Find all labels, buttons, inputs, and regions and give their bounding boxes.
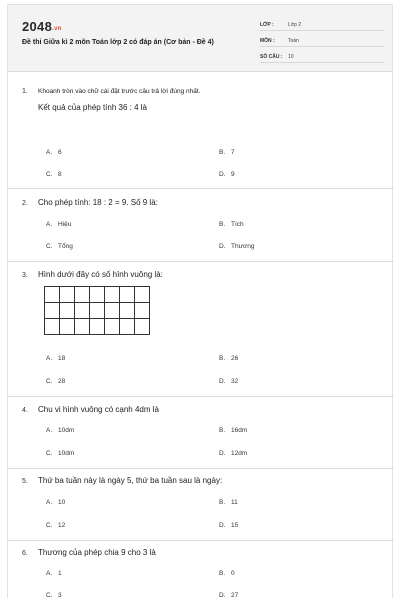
option-text: 12 [58,522,66,529]
question-4 [22,405,382,414]
option-label: D. [219,171,226,178]
option-text: 16dm [231,427,248,434]
option-text: Tích [231,221,244,228]
answer-option[interactable] [219,522,238,529]
option-text: Hiệu [58,221,72,228]
answer-option[interactable] [219,592,238,599]
option-label: D. [219,450,226,457]
option-label: A. [46,221,53,228]
answer-option[interactable] [219,378,238,385]
option-label: B. [219,355,226,362]
option-label: B. [219,499,226,506]
question-3 [22,270,382,279]
question-divider [8,540,394,541]
question-6 [22,548,382,557]
option-label: A. [46,427,53,434]
question-number: 4. [22,407,28,414]
option-text: 8 [58,171,62,178]
meta-count-row [260,51,384,63]
answer-option[interactable] [46,570,62,577]
answer-option[interactable] [46,149,62,156]
option-text: Thương [231,243,255,250]
question-subtext: Kết quả của phép tính 36 : 4 là [38,103,147,112]
option-text: 26 [231,355,239,362]
question-text: Khoanh tròn vào chữ cái đặt trước câu trả lời đúng nhất. [38,88,201,95]
answer-option[interactable] [46,221,71,228]
logo-tld: .vn [52,26,62,32]
answer-option[interactable] [46,427,74,434]
answer-option[interactable] [46,243,73,250]
answer-option[interactable] [219,171,235,178]
answer-option[interactable] [219,427,247,434]
exam-title: Đề thi Giữa kì 2 môn Toán lớp 2 có đáp án (Cơ bản - Đề 4) [22,39,214,46]
option-label: B. [219,570,226,577]
answer-option[interactable] [46,592,62,599]
question-text: Thứ ba tuần này là ngày 5, thứ ba tuần sau là ngày: [38,476,223,485]
question-divider [8,468,394,469]
option-label: C. [46,592,53,599]
question-number: 1. [22,88,28,95]
option-text: 27 [231,592,239,599]
answer-option[interactable] [219,570,235,577]
meta-subject-label: MÔN : [260,37,275,44]
option-text: 9 [231,171,235,178]
answer-option[interactable] [46,355,65,362]
option-label: A. [46,499,53,506]
question-number: 3. [22,272,28,279]
answer-option[interactable] [46,522,65,529]
answer-option[interactable] [46,499,65,506]
question-text: Cho phép tính: 18 : 2 = 9. Số 9 là: [38,198,158,207]
option-label: C. [46,522,53,529]
answer-option[interactable] [46,171,62,178]
answer-option[interactable] [219,450,247,457]
option-text: 28 [58,378,66,385]
option-text: 10dm [58,450,75,457]
question-text: Thương của phép chia 9 cho 3 là [38,548,156,557]
question-1 [22,88,382,112]
question-divider [8,188,394,189]
option-label: A. [46,570,53,577]
option-label: B. [219,221,226,228]
meta-subject-value: Toán [288,37,299,44]
answer-option[interactable] [219,499,238,506]
question-2 [22,198,382,207]
option-label: D. [219,243,226,250]
option-text: 10 [58,499,66,506]
question-divider [8,396,394,397]
exam-meta [260,19,384,67]
exam-page [7,4,393,598]
question-number: 5. [22,478,28,485]
option-text: 3 [58,592,62,599]
answer-option[interactable] [46,378,65,385]
question-text: Chu vi hình vuông có cạnh 4dm là [38,405,159,414]
option-text: 32 [231,378,239,385]
option-label: D. [219,378,226,385]
exam-header [8,5,392,72]
option-text: 6 [58,149,62,156]
option-label: C. [46,450,53,457]
meta-class-value: Lớp 2 [288,21,302,28]
option-text: 15 [231,522,239,529]
option-label: C. [46,171,53,178]
option-text: 0 [231,570,235,577]
option-text: 11 [231,499,238,506]
option-label: B. [219,427,226,434]
meta-count-value: 10 [288,53,294,60]
option-label: D. [219,592,226,599]
option-label: A. [46,149,53,156]
option-text: 7 [231,149,235,156]
meta-class-label: LỚP : [260,21,274,28]
option-label: D. [219,522,226,529]
site-logo[interactable] [22,19,62,34]
option-text: 12dm [231,450,248,457]
answer-option[interactable] [219,149,235,156]
option-label: C. [46,243,53,250]
question-text: Hình dưới đây có số hình vuông là: [38,270,163,279]
option-text: 18 [58,355,66,362]
option-label: B. [219,149,226,156]
answer-option[interactable] [219,243,254,250]
answer-option[interactable] [219,221,244,228]
question-number: 6. [22,550,28,557]
meta-subject-row [260,35,384,47]
option-text: Tổng [58,243,73,250]
logo-text: 2048 [22,19,53,34]
question-5 [22,476,382,485]
option-label: C. [46,378,53,385]
answer-option[interactable] [46,450,74,457]
option-text: 1 [58,570,62,577]
meta-class-row [260,19,384,31]
meta-count-label: SỐ CÂU : [260,53,283,60]
question-number: 2. [22,200,28,207]
question-divider [8,261,394,262]
square-grid-figure [44,286,150,335]
option-text: 10dm [58,427,75,434]
answer-option[interactable] [219,355,238,362]
option-label: A. [46,355,53,362]
